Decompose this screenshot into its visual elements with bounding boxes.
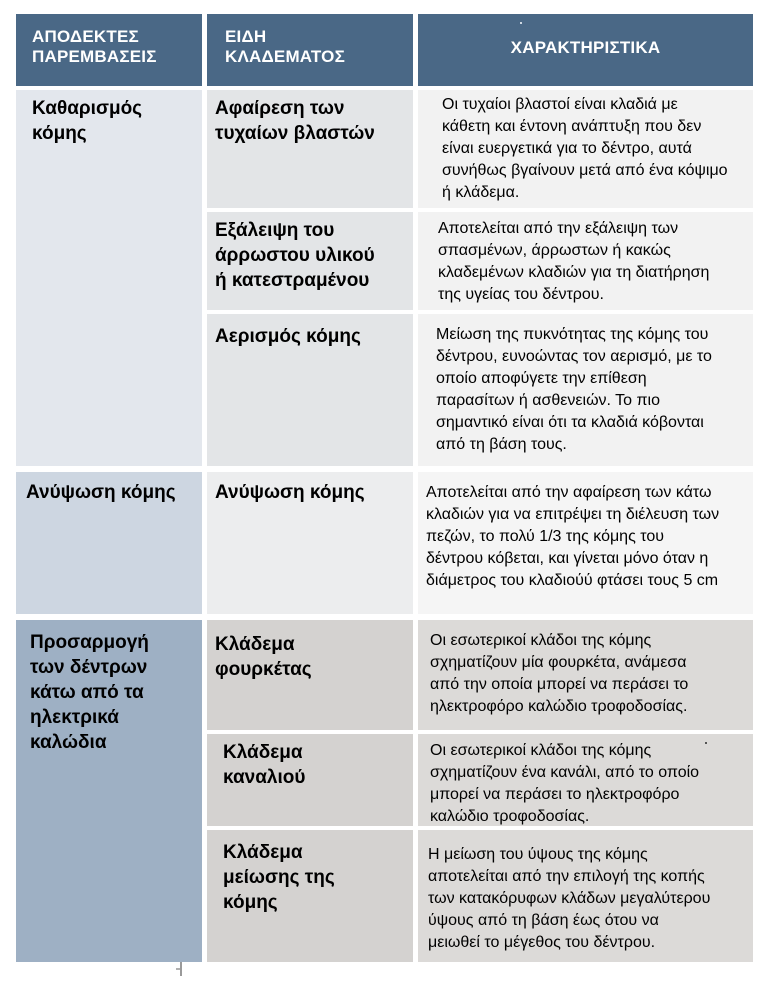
desc-line: της υγείας του δέντρου. xyxy=(438,286,604,303)
type-name-line: Αφαίρεση των xyxy=(215,98,345,119)
group-cell-crown-cleaning xyxy=(16,90,202,466)
desc-line: συνήθως βγαίνουν μετά από ένα κόψιμο xyxy=(442,162,728,179)
header-recipients-line-2: ΠΑΡΕΜΒΑΣΕΙΣ xyxy=(32,47,157,66)
type-name-line: Κλάδεμα xyxy=(215,634,295,655)
header-cell-characteristics xyxy=(418,14,753,86)
scan-speck xyxy=(176,968,180,970)
group-name-line: κόμης xyxy=(32,123,87,144)
desc-line: Οι εσωτερικοί κλάδοι της κόμης xyxy=(430,742,652,759)
desc-line: ύψους από τη βάση έως ότου να xyxy=(428,912,659,929)
desc-cell-crown-reduction xyxy=(418,830,753,962)
type-cell-crown-reduction xyxy=(207,830,413,962)
header-types-line-2: ΚΛΑΔΕΜΑΤΟΣ xyxy=(225,47,345,66)
group-cell-crown-raising xyxy=(16,472,202,614)
desc-line: Η μείωση του ύψους της κόμης xyxy=(428,846,648,863)
desc-line: Αποτελείται από την αφαίρεση των κάτω xyxy=(426,484,712,501)
type-cell-fork-pruning xyxy=(207,620,413,730)
type-name-line: μείωσης της xyxy=(223,867,335,888)
desc-line: μειωθεί το μέγεθος του δέντρου. xyxy=(428,934,656,951)
group-name-line: Ανύψωση κόμης xyxy=(26,482,176,503)
type-name-line: ή κατεστραμένου xyxy=(215,270,370,291)
desc-cell-fork-pruning xyxy=(418,620,753,730)
desc-cell-channel-pruning xyxy=(418,734,753,826)
group-name-line: ηλεκτρικά xyxy=(30,707,119,728)
type-cell-crown-aeration xyxy=(207,314,413,466)
desc-line: καλώδιο τροφοδοσίας. xyxy=(430,808,590,825)
group-name-line: καλώδια xyxy=(30,732,107,753)
type-cell-crown-raising xyxy=(207,472,413,614)
type-cell-channel-pruning xyxy=(207,734,413,826)
desc-line: κάθετη και έντονη ανάπτυξη που δεν xyxy=(442,118,702,135)
scan-speck xyxy=(180,962,182,976)
type-name-line: Κλάδεμα xyxy=(223,842,303,863)
desc-line: των κατακόρυφων κλάδων μεγαλύτερου xyxy=(428,890,711,907)
desc-line: από τη βάση τους. xyxy=(436,436,567,453)
desc-line: Οι τυχαίοι βλαστοί είναι κλαδιά με xyxy=(442,96,678,113)
desc-line: ή κλάδεμα. xyxy=(442,184,520,201)
scan-speck xyxy=(705,742,707,744)
scan-speck xyxy=(520,22,522,24)
desc-line: από την οποία μπορεί να περάσει το xyxy=(430,676,689,693)
desc-cell-random-shoots xyxy=(418,90,753,208)
group-name-line: Προσαρμογή xyxy=(30,632,149,653)
header-cell-pruning-types xyxy=(207,14,413,86)
type-name-line: άρρωστου υλικού xyxy=(215,245,375,266)
desc-line: Οι εσωτερικοί κλάδοι της κόμης xyxy=(430,632,652,649)
type-name-line: φουρκέτας xyxy=(215,659,312,680)
type-name-line: κόμης xyxy=(223,892,278,913)
header-recipients-line-1: ΑΠΟΔΕΚΤΕΣ xyxy=(32,27,139,46)
desc-line: κλαδιών για να επιτρέψει τη διέλευση των xyxy=(426,506,720,523)
desc-cell-crown-aeration xyxy=(418,314,753,466)
desc-line: κλαδεμένων κλαδιών για τη διατήρηση xyxy=(438,264,710,281)
type-name-line: τυχαίων βλαστών xyxy=(215,123,375,144)
desc-line: παρασίτων ή ασθενειών. Το πιο xyxy=(436,392,661,409)
desc-line: Μείωση της πυκνότητας της κόμης του xyxy=(436,326,709,343)
type-cell-random-shoots xyxy=(207,90,413,208)
desc-cell-diseased-material xyxy=(418,212,753,310)
desc-line: δέντρου κόβεται, και γίνεται μόνο όταν η xyxy=(426,550,709,567)
desc-line: σχηματίζουν μία φουρκέτα, ανάμεσα xyxy=(430,654,687,671)
desc-line: μπορεί να περάσει το ηλεκτροφόρο xyxy=(430,786,680,803)
type-name-line: Αερισμός κόμης xyxy=(215,326,361,347)
header-cell-recipients xyxy=(16,14,202,86)
desc-line: πεζών, το πολύ 1/3 της κόμης του xyxy=(426,528,664,545)
desc-line: Αποτελείται από την εξάλειψη των xyxy=(438,220,679,237)
desc-cell-crown-raising xyxy=(418,472,753,614)
type-name-line: Ανύψωση κόμης xyxy=(215,482,365,503)
desc-line: οποίο αποφύγετε την επίθεση xyxy=(436,370,647,387)
group-name-line: των δέντρων xyxy=(30,657,148,678)
type-cell-diseased-material xyxy=(207,212,413,310)
type-name-line: Εξάλειψη του xyxy=(215,220,335,241)
desc-line: σπασμένων, άρρωστων ή κακώς xyxy=(438,242,671,259)
desc-line: σχηματίζουν ένα κανάλι, από το οποίο xyxy=(430,764,700,781)
desc-line: είναι ευεργετικά για το δέντρο, αυτά xyxy=(442,140,692,157)
type-name-line: Κλάδεμα xyxy=(223,742,303,763)
desc-line: σημαντικό είναι ότι τα κλαδιά κόβονται xyxy=(436,414,704,431)
desc-line: ηλεκτροφόρο καλώδιο τροφοδοσίας. xyxy=(430,698,688,715)
desc-line: δέντρου, ευνοώντας τον αερισμό, με το xyxy=(436,348,712,365)
type-name-line: καναλιού xyxy=(223,767,306,788)
group-cell-power-lines xyxy=(16,620,202,962)
group-name-line: Καθαρισμός xyxy=(32,98,143,119)
header-types-line-1: ΕΙΔΗ xyxy=(225,27,267,46)
desc-line: διάμετρος του κλαδιούύ φτάσει τους 5 cm xyxy=(426,572,719,589)
desc-line: αποτελείται από την επιλογή της κοπής xyxy=(428,868,705,885)
group-name-line: κάτω από τα xyxy=(30,682,144,703)
header-characteristics-label: ΧΑΡΑΚΤΗΡΙΣΤΙΚΑ xyxy=(510,38,661,57)
